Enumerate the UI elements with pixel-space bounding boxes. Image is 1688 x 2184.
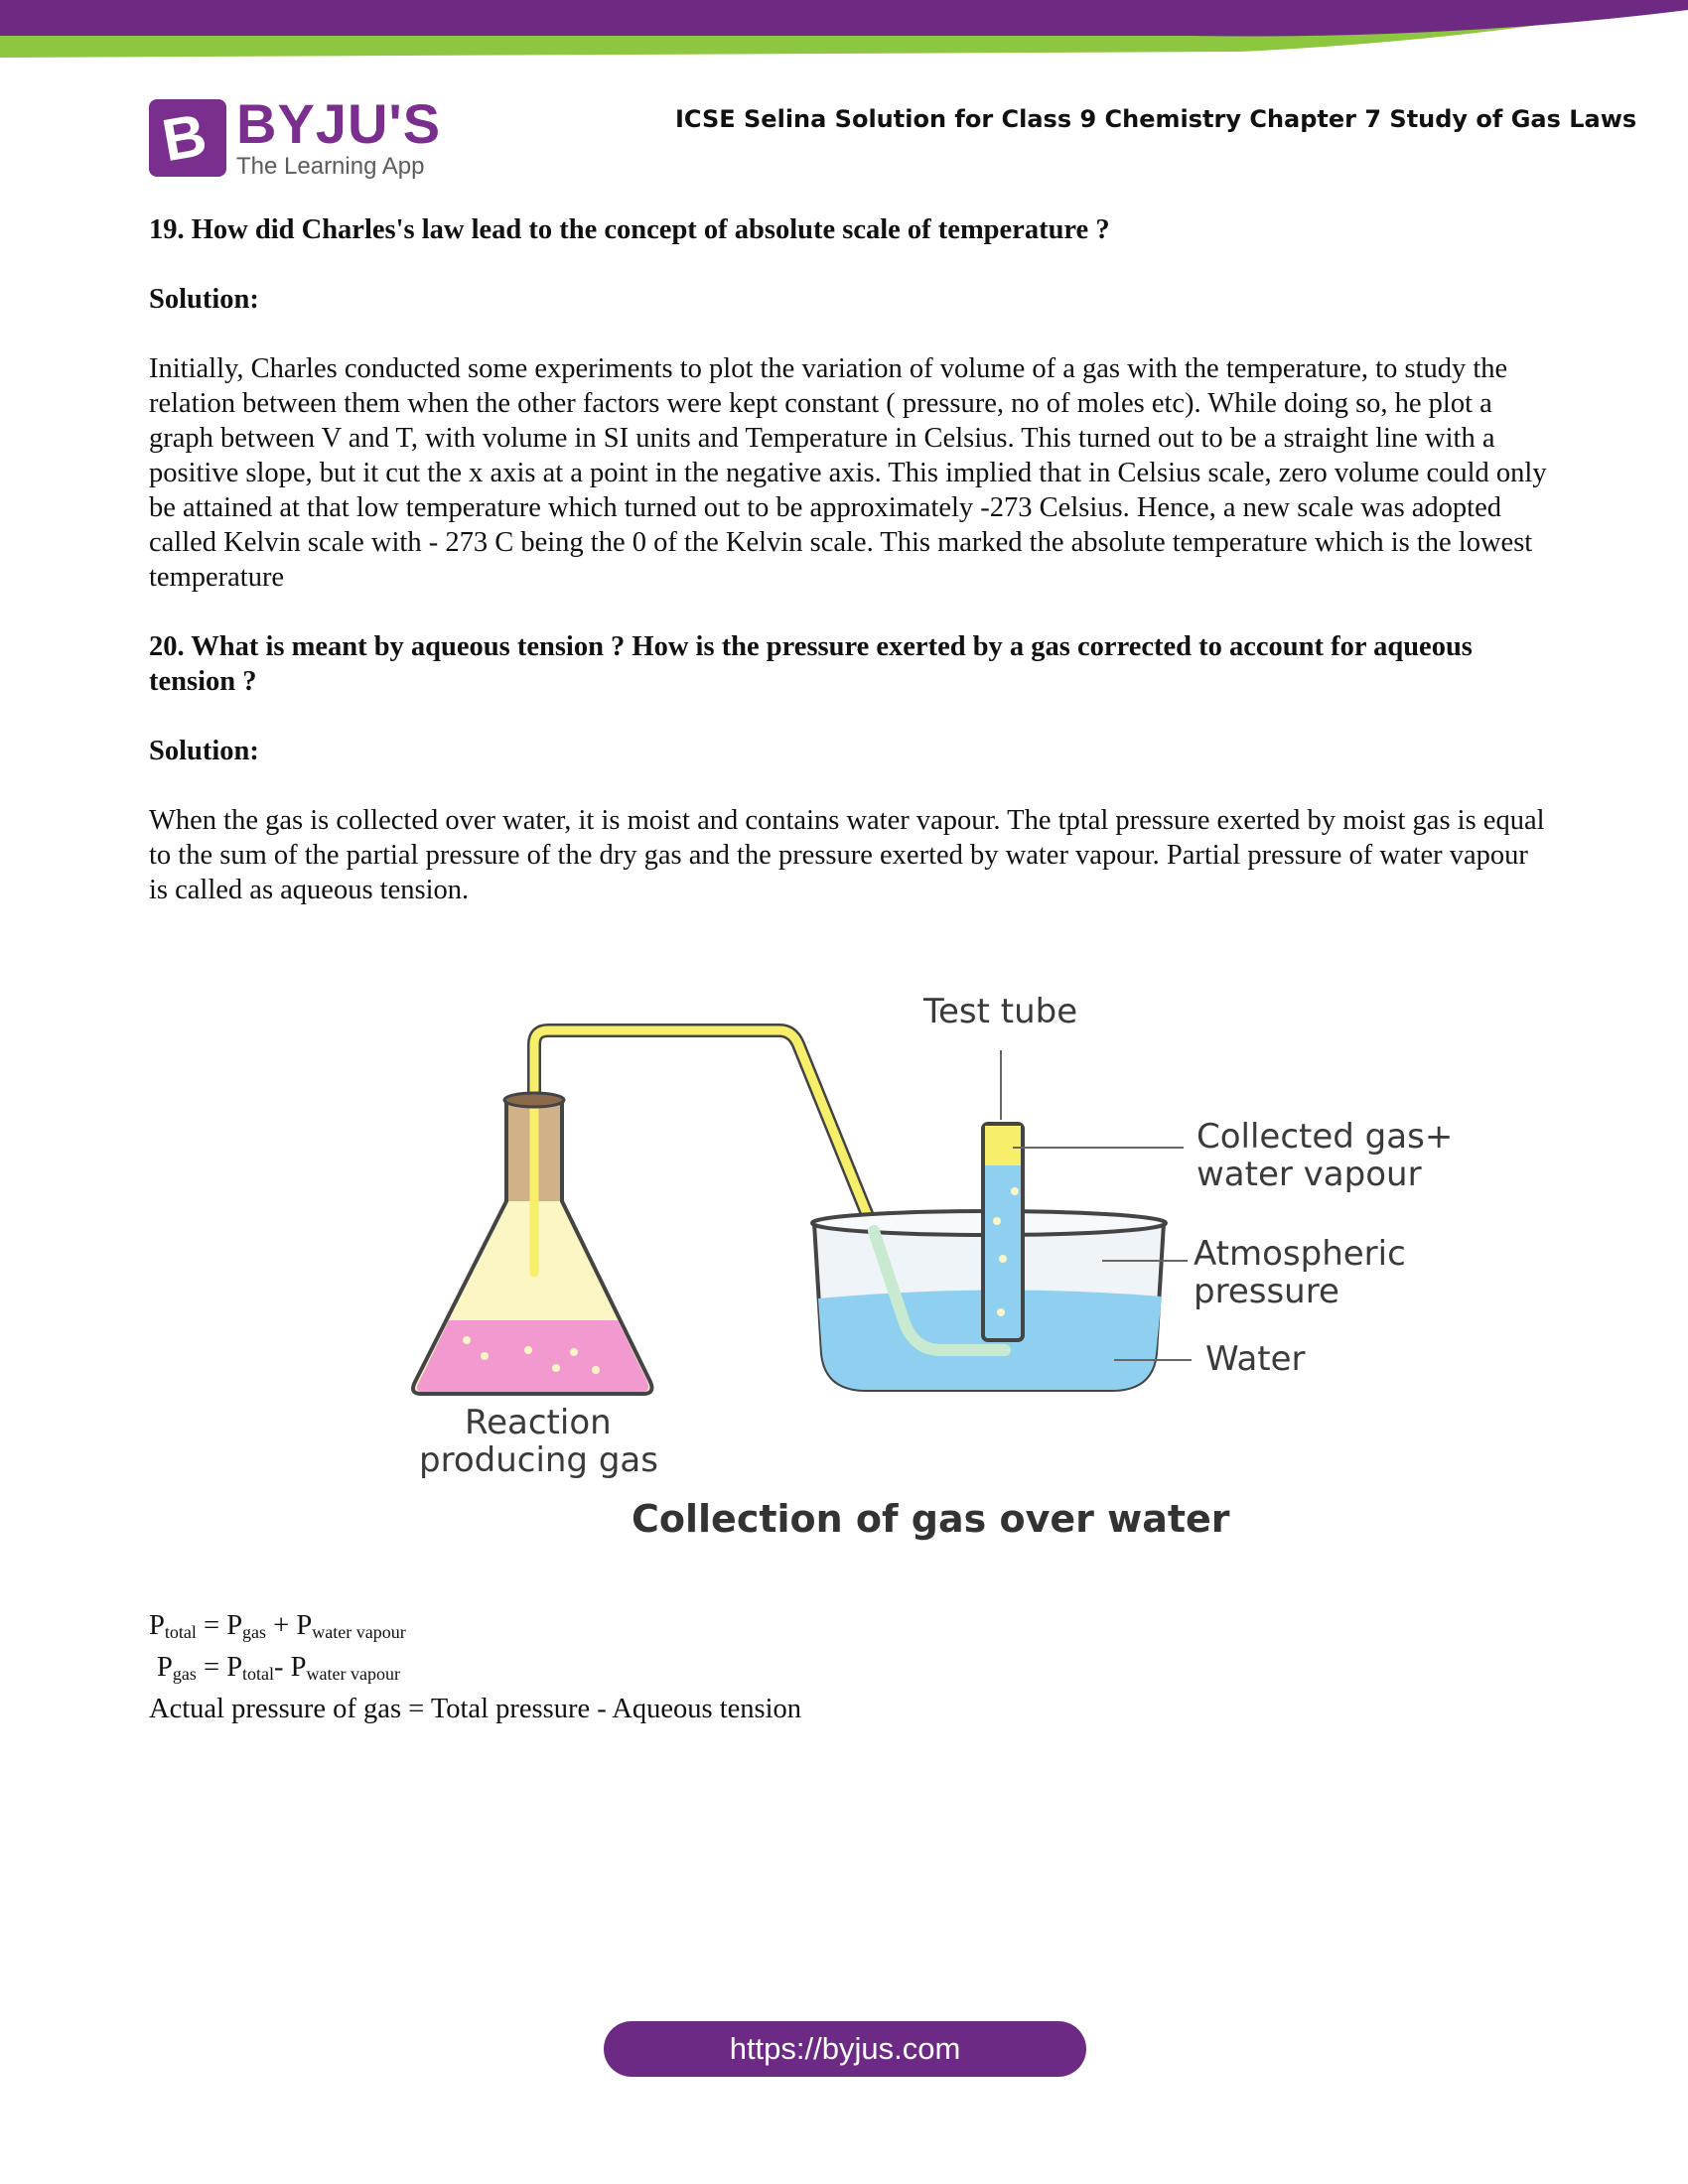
byjus-logo — [149, 92, 442, 183]
label-reaction-line1: Reaction — [465, 1403, 612, 1442]
solution-label-20: Solution: — [149, 736, 259, 766]
question-20: 20. What is meant by aqueous tension ? How is the pressure exerted by a gas corrected to account for aqueous tension ? — [149, 631, 1473, 697]
gas-collection-figure — [397, 993, 1489, 1569]
formula-gas-pressure: $P_{gas} = P_{total}-$ $P_{water vapour}$ — [157, 1652, 400, 1684]
label-atmospheric-line2: pressure — [1194, 1272, 1339, 1311]
gas-bubble — [463, 1336, 471, 1344]
logo-wordmark: BYJU'S — [236, 92, 442, 155]
logo-mark: B — [149, 99, 226, 177]
gas-bubble — [1011, 1187, 1019, 1195]
gas-bubble — [997, 1308, 1005, 1316]
label-reaction-line2: producing gas — [419, 1440, 658, 1480]
figure-caption: Collection of gas over water — [632, 1497, 1230, 1541]
gas-bubble — [524, 1346, 532, 1354]
label-collected-gas-line1: Collected gas+ — [1196, 1117, 1454, 1157]
flask-liquid — [417, 1320, 648, 1392]
answer-20: When the gas is collected over water, it is moist and contains water vapour. The tptal pressure exerted by moist gas is equal to the sum of the partial pressure of the dry gas and the pressure exerted by water vapour. Partial pressure of water vapour is called as aqueous tension. — [149, 805, 1545, 905]
label-test-tube: Test tube — [923, 992, 1078, 1031]
answer-19: Initially, Charles conducted some experiments to plot the variation of volume of a gas with the temperature, to study the relation between them when the other factors were kept constant ( pressure, no of moles etc). While doing so, he plot a graph between V and T, with volume in SI units and Temperature in Celsius. This turned out to be a straight line with a positive slope, but it cut the x axis at a point in the negative axis. This implied that in Celsius scale, zero volume could only be attained at that low temperature which turned out to be approximately -273 Celsius. Hence, a new scale was adopted called Kelvin scale with - 273 C being the 0 of the Kelvin scale. This marked the absolute temperature which is the lowest temperature — [149, 353, 1547, 593]
solution-label-19: Solution: — [149, 284, 259, 315]
gas-bubble — [552, 1364, 560, 1372]
document-title: ICSE Selina Solution for Class 9 Chemistry Chapter 7 Study of Gas Laws — [675, 105, 1637, 133]
gas-bubble — [481, 1352, 489, 1360]
gas-bubble — [999, 1255, 1007, 1263]
label-water: Water — [1205, 1339, 1306, 1379]
flask-mouth — [504, 1093, 564, 1107]
formula-total-pressure: $P_{total} = P_{gas} + P_{water vapour}$ — [149, 1610, 406, 1642]
main-content — [149, 212, 1549, 942]
gas-bubble — [570, 1348, 578, 1356]
gas-bubble — [993, 1217, 1001, 1225]
collected-gas — [985, 1126, 1021, 1165]
footer-url-link[interactable]: https://byjus.com — [604, 2021, 1086, 2077]
label-atmospheric-line1: Atmospheric — [1194, 1234, 1406, 1274]
top-banner — [0, 0, 1688, 69]
formula-actual-pressure: Actual pressure of gas = Total pressure - Aqueous tension — [149, 1694, 802, 1724]
question-19: 19. How did Charles's law lead to the concept of absolute scale of temperature ? — [149, 214, 1110, 245]
pressure-formulas — [149, 1608, 801, 1726]
gas-bubble — [592, 1366, 600, 1374]
logo-tagline: The Learning App — [236, 153, 425, 180]
label-collected-gas-line2: water vapour — [1196, 1155, 1422, 1194]
